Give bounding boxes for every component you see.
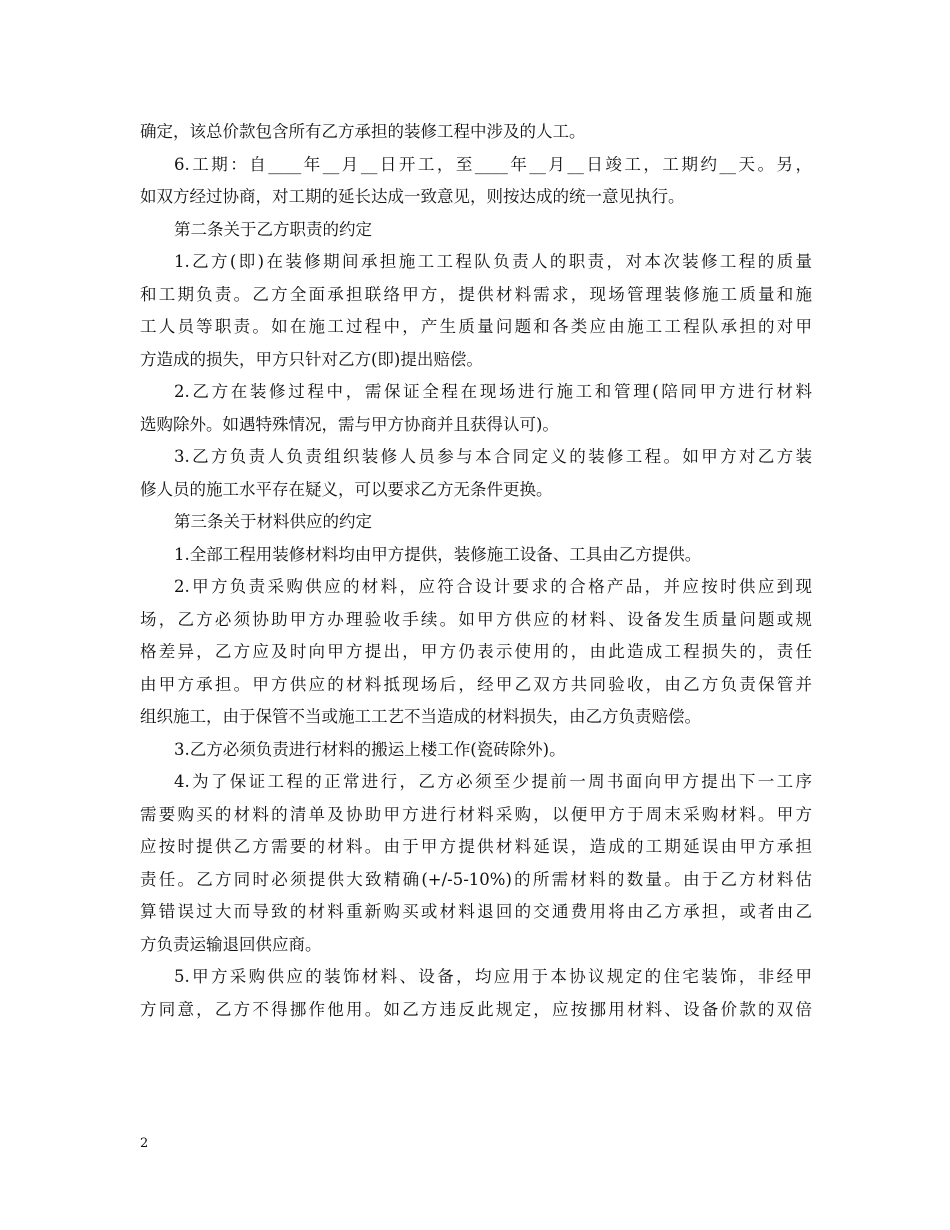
text-line: 责任。乙方同时必须提供大致精确(+/-5-10%)的所需材料的数量。由于乙方材料估 (140, 869, 812, 889)
section-heading: 第二条关于乙方职责的约定 (174, 219, 372, 239)
text-line: 工人员等职责。如在施工过程中，产生质量问题和各类应由施工工程队承担的对甲 (140, 317, 812, 336)
text-line: 3.乙方必须负责进行材料的搬运上楼工作(瓷砖除外)。 (174, 739, 566, 759)
text-line: 和工期负责。乙方全面承担联络甲方，提供材料需求，现场管理装修施工质量和施 (140, 284, 812, 304)
text-line: 组织施工，由于保管不当或施工工艺不当造成的材料损失，由乙方负责赔偿。 (140, 707, 701, 726)
text-line: 方造成的损失，甲方只针对乙方(即)提出赔偿。 (140, 349, 483, 369)
text-line: 确定，该总价款包含所有乙方承担的装修工程中涉及的人工。 (140, 122, 586, 141)
text-line: 2.乙方在装修过程中，需保证全程在现场进行施工和管理(陪同甲方进行材料 (174, 382, 812, 401)
text-line: 1.全部工程用装修材料均由甲方提供，装修施工设备、工具由乙方提供。 (174, 544, 702, 564)
text-line: 修人员的施工水平存在疑义，可以要求乙方无条件更换。 (140, 479, 553, 499)
text-line: 5.甲方采购供应的装饰材料、设备，均应用于本协议规定的住宅装饰，非经甲 (174, 967, 812, 986)
text-line: 如双方经过协商，对工期的延长达成一致意见，则按达成的统一意见执行。 (140, 187, 685, 206)
document-body (140, 116, 812, 1026)
text-line: 6.工期：自____年__月__日开工，至____年__月__日竣工，工期约__天。另， (174, 154, 812, 174)
text-line: 方负责运输退回供应商。 (140, 934, 322, 954)
text-line: 方同意，乙方不得挪作他用。如乙方违反此规定，应按挪用材料、设备价款的双倍 (140, 999, 812, 1019)
page-number: 2 (140, 1136, 149, 1151)
text-line: 场，乙方必须协助甲方办理验收手续。如甲方供应的材料、设备发生质量问题或规 (140, 609, 812, 629)
text-line: 需要购买的材料的清单及协助甲方进行材料采购，以便甲方于周末采购材料。甲方 (140, 804, 812, 824)
text-line: 1.乙方(即)在装修期间承担施工工程队负责人的职责，对本次装修工程的质量 (174, 252, 812, 271)
text-line: 由甲方承担。甲方供应的材料抵现场后，经甲乙双方共同验收，由乙方负责保管并 (140, 674, 812, 694)
text-line: 2.甲方负责采购供应的材料，应符合设计要求的合格产品，并应按时供应到现 (174, 577, 812, 596)
section-heading: 第三条关于材料供应的约定 (174, 512, 372, 531)
text-line: 3.乙方负责人负责组织装修人员参与本合同定义的装修工程。如甲方对乙方装 (174, 447, 812, 466)
text-line: 算错误过大而导致的材料重新购买或材料退回的交通费用将由乙方承担，或者由乙 (140, 902, 812, 921)
text-line: 选购除外。如遇特殊情况，需与甲方协商并且获得认可)。 (140, 414, 559, 434)
text-line: 格差异，乙方应及时向甲方提出，甲方仍表示使用的，由此造成工程损失的，责任 (140, 642, 812, 661)
text-line: 应按时提供乙方需要的材料。由于甲方提供材料延误，造成的工期延误由甲方承担 (140, 837, 812, 856)
text-line: 4.为了保证工程的正常进行，乙方必须至少提前一周书面向甲方提出下一工序 (174, 772, 812, 791)
